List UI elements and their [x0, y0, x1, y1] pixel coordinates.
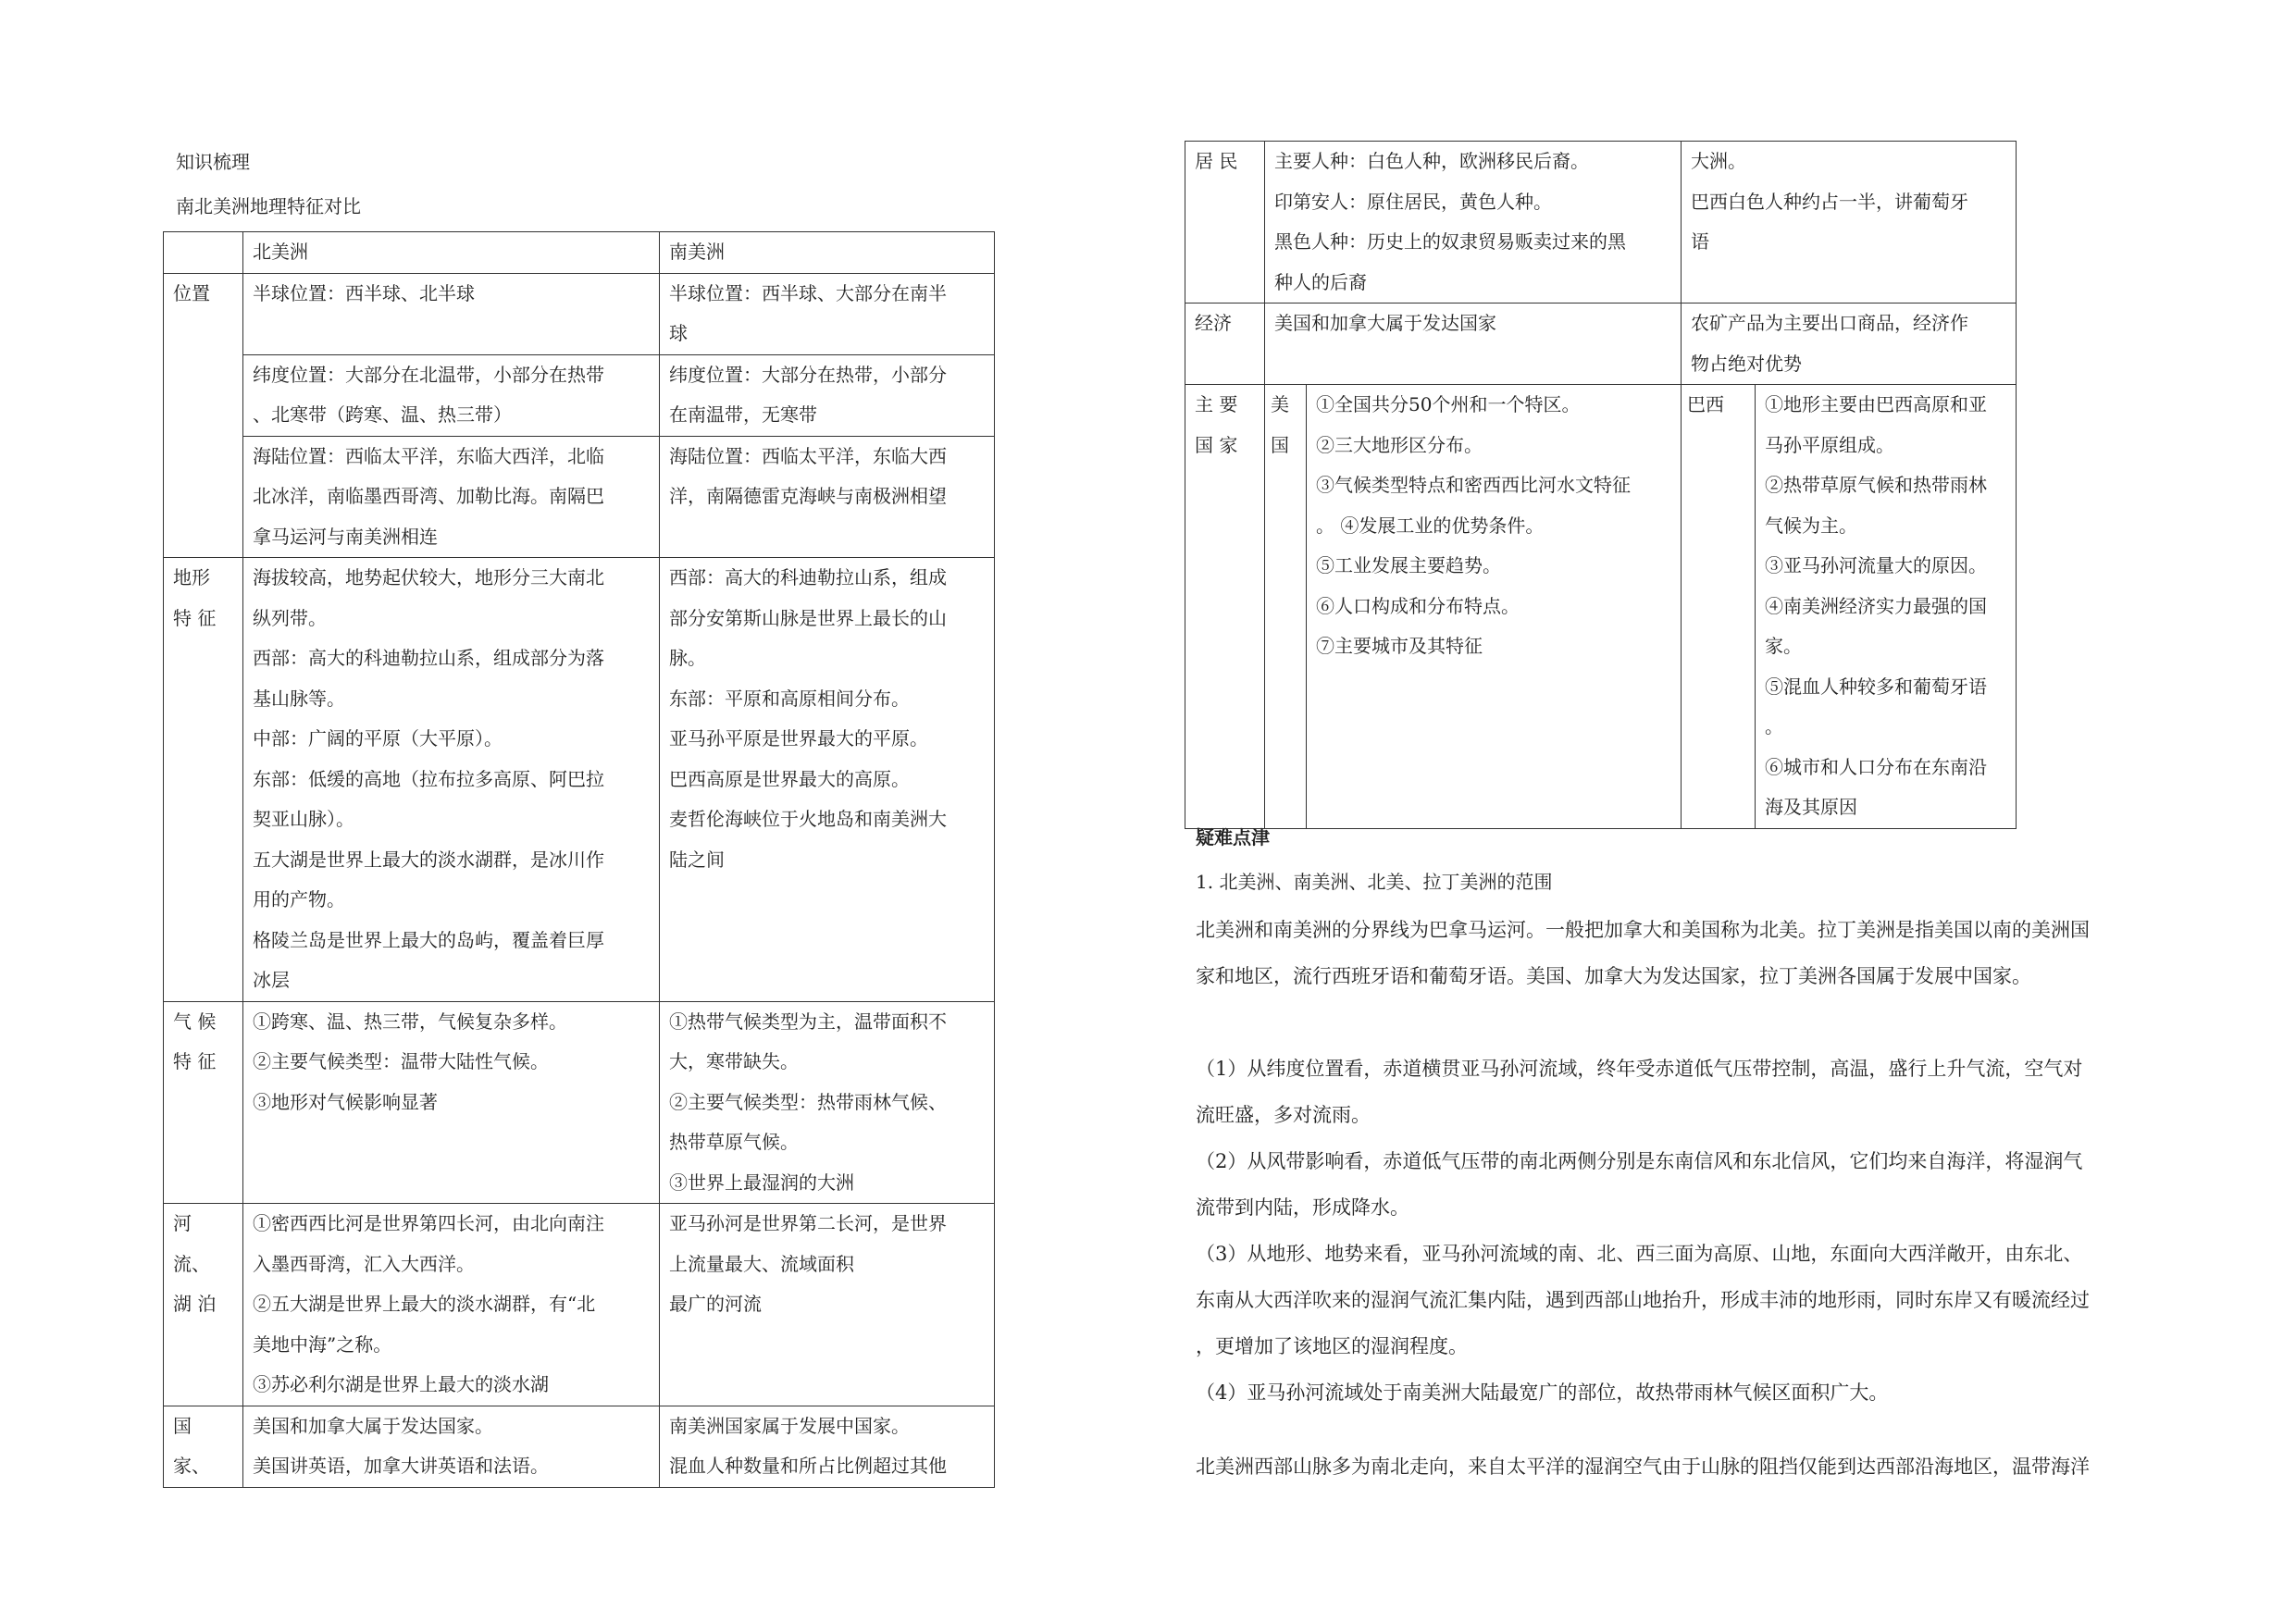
table-row: [164, 436, 995, 558]
points-list: [1196, 1046, 2158, 1416]
point-line: （4）亚马孙河流域处于南美洲大陆最宽广的部位，故热带雨林气候区面积广大。: [1196, 1381, 1889, 1404]
row-south-cell: 海陆位置：西临太平洋，东临大西 洋，南隔德雷克海峡与南极洲相望: [660, 436, 995, 558]
comparison-table: [163, 231, 995, 1488]
table-row: [164, 273, 995, 354]
row-north-cell: 美国和加拿大属于发达国家。 美国讲英语，加拿大讲英语和法语。: [243, 1406, 660, 1487]
row-south-cell: 南美洲国家属于发展中国家。 混血人种数量和所占比例超过其他: [660, 1406, 995, 1487]
row-category: 地形 特 征: [164, 558, 243, 1002]
residents-south: 大洲。 巴西白色人种约占一半，讲葡萄牙 语: [1682, 142, 2017, 304]
row-north-cell: 海拔较高，地势起伏较大，地形分三大南北 纵列带。 西部：高大的科迪勒拉山系，组成部分为落 基山脉等。 中部：广阔的平原（大平原）。 东部：低缓的高地（拉布拉多高原、阿巴拉 契亚山脉）。 五大湖是世界上最大的淡水湖群，是冰川作 用的产物。 格陵兰岛是世界上最大的岛屿，覆盖着巨厚 冰层: [243, 558, 660, 1002]
point-line: （3）从地形、地势来看，亚马孙河流域的南、北、西三面为高原、山地，东面向大西洋敞开，由东北、: [1196, 1243, 2083, 1265]
row-south-cell: 亚马孙河是世界第二长河，是世界 上流量最大、流域面积 最广的河流: [660, 1204, 995, 1406]
row-north-cell: ①密西西比河是世界第四长河，由北向南注 入墨西哥湾，汇入大西洋。 ②五大湖是世界上最大的淡水湖群，有“北 美地中海”之称。 ③苏必利尔湖是世界上最大的淡水湖: [243, 1204, 660, 1406]
countries-row: [1185, 385, 2017, 829]
table-row: [164, 1204, 995, 1406]
residents-north: 主要人种：白色人种，欧洲移民后裔。 印第安人：原住居民，黄色人种。 黑色人种：历史上的奴隶贸易贩卖过来的黑 种人的后裔: [1265, 142, 1682, 304]
row-south-cell: 西部：高大的科迪勒拉山系，组成 部分安第斯山脉是世界上最长的山 脉。 东部：平原和高原相间分布。 亚马孙平原是世界最大的平原。 巴西高原是世界最大的高原。 麦哲伦海峡位于火地岛和南美洲大 陆之间: [660, 558, 995, 1002]
row-south-cell: 纬度位置：大部分在热带，小部分 在南温带，无寒带: [660, 354, 995, 436]
row-category: 国 家、: [164, 1406, 243, 1487]
comparison-table-continued: [1185, 141, 2017, 829]
difficulty-heading: 疑难点津: [1196, 826, 1270, 849]
row-south-cell: ①热带气候类型为主，温带面积不 大，寒带缺失。 ②主要气候类型：热带雨林气候、 热带草原气候。 ③世界上最湿润的大洲: [660, 1001, 995, 1204]
row-category: 位置: [164, 273, 243, 558]
countries-category: 主 要 国 家: [1185, 385, 1265, 829]
section-title: 知识梳理: [176, 151, 250, 173]
residents-row: [1185, 142, 2017, 304]
difficulty-subheading: 1. 北美洲、南美洲、北美、拉丁美洲的范围: [1196, 871, 1553, 893]
brazil-label: 巴西: [1682, 385, 1756, 829]
table-row: [164, 1001, 995, 1204]
point-line: （2）从风带影响看，赤道低气压带的南北两侧分别是东南信风和东北信风，它们均来自海洋，将湿润气: [1196, 1150, 2083, 1172]
header-cell-south: 南美洲: [660, 232, 995, 274]
row-north-cell: 纬度位置：大部分在北温带，小部分在热带 、北寒带（跨寒、温、热三带）: [243, 354, 660, 436]
point-line: 流旺盛，多对流雨。: [1196, 1104, 1371, 1126]
table-row: [164, 354, 995, 436]
row-north-cell: ①跨寒、温、热三带，气候复杂多样。 ②主要气候类型：温带大陆性气候。 ③地形对气候影响显著: [243, 1001, 660, 1204]
row-category: 气 候 特 征: [164, 1001, 243, 1204]
header-cell-empty: [164, 232, 243, 274]
row-category: 河 流、 湖 泊: [164, 1204, 243, 1406]
point-line: （1）从纬度位置看，赤道横贯亚马孙河流域，终年受赤道低气压带控制，高温，盛行上升气流，空气对: [1196, 1058, 2083, 1080]
header-cell-north: 北美洲: [243, 232, 660, 274]
economy-row: [1185, 304, 2017, 385]
last-line: 北美洲西部山脉多为南北走向，来自太平洋的湿润空气由于山脉的阻挡仅能到达西部沿海地区，温带海洋: [1196, 1456, 2090, 1478]
point-line: 东南从大西洋吹来的湿润气流汇集内陆，遇到西部山地抬升，形成丰沛的地形雨，同时东岸又有暖流经过: [1196, 1289, 2090, 1311]
brazil-items: ①地形主要由巴西高原和亚 马孙平原组成。 ②热带草原气候和热带雨林 气候为主。 ③亚马孙河流量大的原因。 ④南美洲经济实力最强的国 家。 ⑤混血人种较多和葡萄牙语 。 ⑥城市和人口分布在东南沿 海及其原因: [1756, 385, 2017, 829]
table-title: 南北美洲地理特征对比: [176, 195, 361, 217]
economy-south: 农矿产品为主要出口商品，经济作 物占绝对优势: [1682, 304, 2017, 385]
table-row: [164, 558, 995, 1002]
economy-category: 经济: [1185, 304, 1265, 385]
row-north-cell: 海陆位置：西临太平洋，东临大西洋，北临 北冰洋，南临墨西哥湾、加勒比海。南隔巴 拿马运河与南美洲相连: [243, 436, 660, 558]
residents-category: 居 民: [1185, 142, 1265, 304]
row-north-cell: 半球位置：西半球、北半球: [243, 273, 660, 354]
point-line: 流带到内陆，形成降水。: [1196, 1196, 1409, 1219]
usa-label: 美 国: [1265, 385, 1307, 829]
table-row: [164, 1406, 995, 1487]
paragraph-scope: 北美洲和南美洲的分界线为巴拿马运河。一般把加拿大和美国称为北美。拉丁美洲是指美国以南的美洲国 家和地区，流行西班牙语和葡萄牙语。美国、加拿大为发达国家，拉丁美洲各国属于发展中国家。: [1196, 919, 2090, 987]
table-header-row: [164, 232, 995, 274]
row-south-cell: 半球位置：西半球、大部分在南半 球: [660, 273, 995, 354]
economy-north: 美国和加拿大属于发达国家: [1265, 304, 1682, 385]
usa-items: ①全国共分50个州和一个特区。 ②三大地形区分布。 ③气候类型特点和密西西比河水文特征 。 ④发展工业的优势条件。 ⑤工业发展主要趋势。 ⑥人口构成和分布特点。 ⑦主要城市及其特征: [1307, 385, 1682, 829]
point-line: ，更增加了该地区的湿润程度。: [1196, 1335, 1468, 1357]
